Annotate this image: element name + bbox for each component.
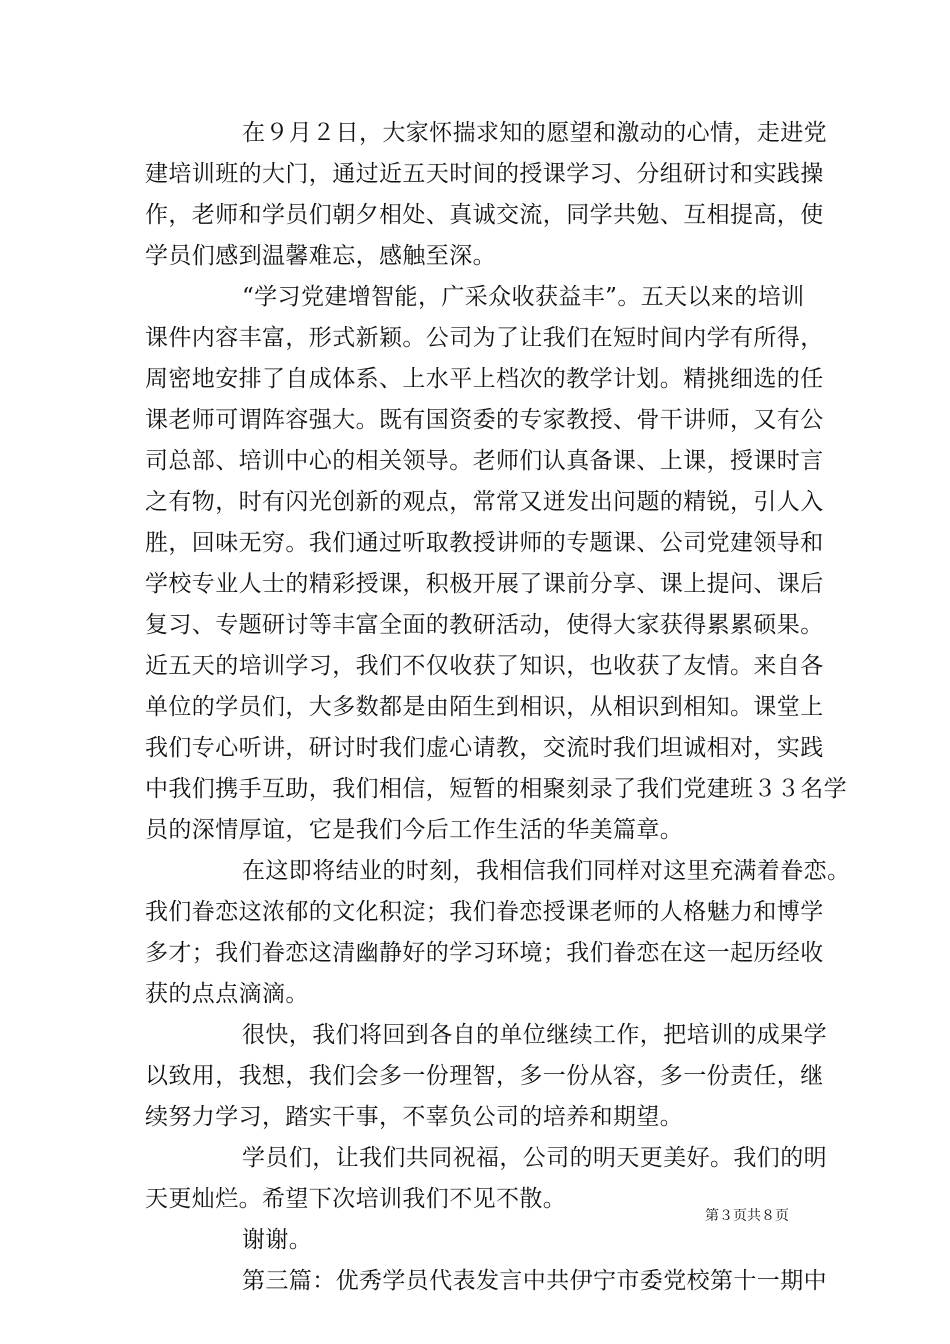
text-line: 我们专心听讲，研讨时我们虚心请教，交流时我们坦诚相对，实践 [145,735,824,761]
text-line: 获的点点滴滴。 [145,981,309,1007]
text-line: 在这即将结业的时刻，我相信我们同样对这里充满着眷恋。 [242,858,851,884]
section-heading-line: 第三篇：优秀学员代表发言中共伊宁市委党校第十一期中 [242,1268,827,1294]
text-line: 作，老师和学员们朝夕相处、真诚交流，同学共勉、互相提高，使 [145,202,824,228]
text-line: 课老师可谓阵容强大。既有国资委的专家教授、骨干讲师，又有公 [145,407,824,433]
text-line: 多才；我们眷恋这清幽静好的学习环境；我们眷恋在这一起历经收 [145,940,824,966]
text-line: 谢谢。 [242,1227,313,1253]
text-line: “学习党建增智能，广采众收获益丰”。五天以来的培训 [242,284,805,310]
text-line: 近五天的培训学习，我们不仅收获了知识，也收获了友情。来自各 [145,653,824,679]
text-line: 我们眷恋这浓郁的文化积淀；我们眷恋授课老师的人格魅力和博学 [145,899,824,925]
text-line: 很快，我们将回到各自的单位继续工作，把培训的成果学 [242,1022,827,1048]
text-line: 中我们携手互助，我们相信，短暂的相聚刻录了我们党建班３３名学 [145,776,847,802]
text-line: 课件内容丰富，形式新颖。公司为了让我们在短时间内学有所得， [145,325,824,351]
text-line: 天更灿烂。希望下次培训我们不见不散。 [145,1186,567,1212]
text-line: 员的深情厚谊，它是我们今后工作生活的华美篇章。 [145,817,684,843]
text-line: 周密地安排了自成体系、上水平上档次的教学计划。精挑细选的任 [145,366,824,392]
page-number: 第３页共８页 [705,1208,789,1224]
text-line: 复习、专题研讨等丰富全面的教研活动，使得大家获得累累硕果。 [145,612,824,638]
text-line: 学员们，让我们共同祝福，公司的明天更美好。我们的明 [242,1145,827,1171]
text-line: 单位的学员们，大多数都是由陌生到相识，从相识到相知。课堂上 [145,694,824,720]
text-line: 续努力学习，踏实干事，不辜负公司的培养和期望。 [145,1104,684,1130]
text-line: 司总部、培训中心的相关领导。老师们认真备课、上课，授课时言 [145,448,824,474]
text-line: 在９月２日，大家怀揣求知的愿望和激动的心情，走进党 [242,120,827,146]
text-line: 学校专业人士的精彩授课，积极开展了课前分享、课上提问、课后 [145,571,824,597]
text-line: 建培训班的大门，通过近五天时间的授课学习、分组研讨和实践操 [145,161,824,187]
text-line: 之有物，时有闪光创新的观点，常常又迸发出问题的精锐，引人入 [145,489,824,515]
text-line: 学员们感到温馨难忘，感触至深。 [145,243,496,269]
text-line: 胜，回味无穷。我们通过听取教授讲师的专题课、公司党建领导和 [145,530,824,556]
text-line: 以致用，我想，我们会多一份理智，多一份从容，多一份责任，继 [145,1063,824,1089]
